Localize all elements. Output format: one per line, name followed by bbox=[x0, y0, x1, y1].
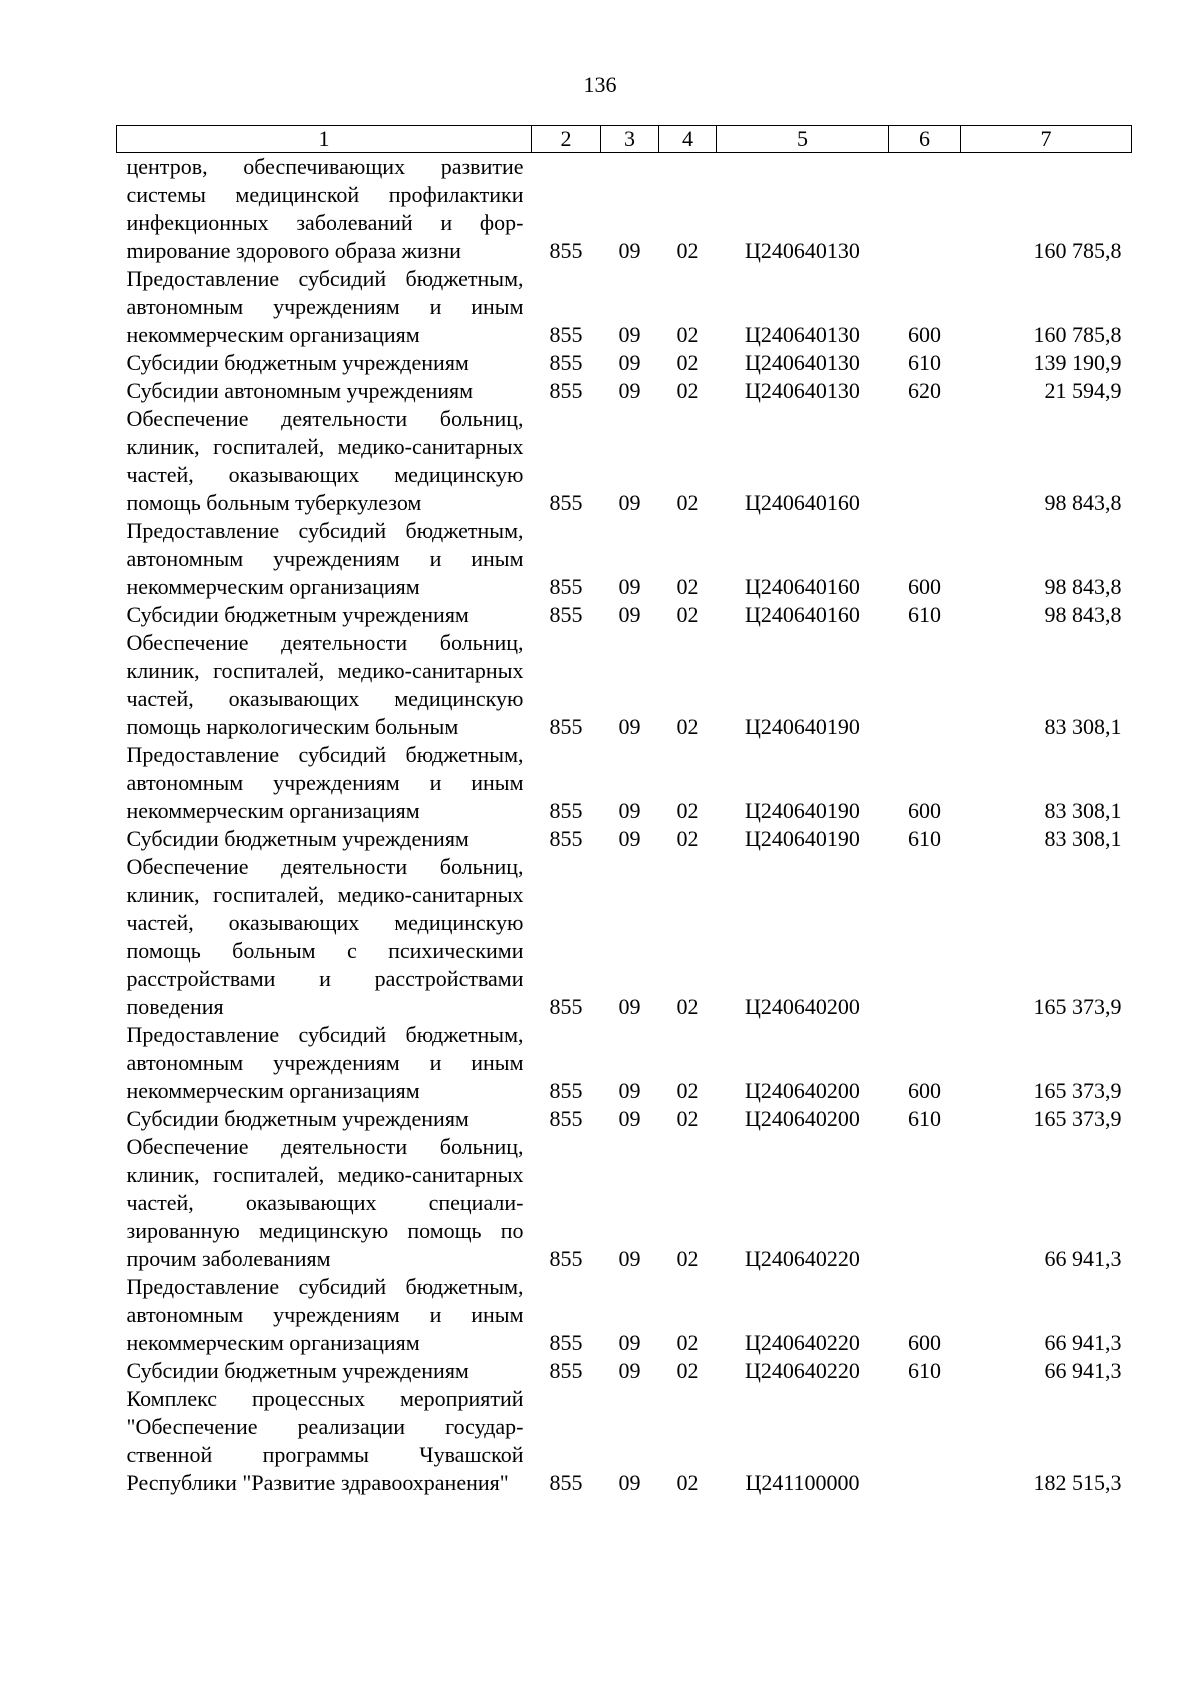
row-ministry-code: 855 bbox=[549, 1078, 583, 1103]
row-subsection-code: 02 bbox=[676, 994, 699, 1019]
row-expense-type: 600 bbox=[908, 1330, 941, 1355]
row-ministry-code: 855 bbox=[549, 994, 583, 1019]
table-row bbox=[117, 153, 1132, 266]
row-target-article: Ц240640220 bbox=[745, 1246, 860, 1271]
row-expense-type bbox=[889, 629, 961, 741]
row-target-article: Ц240640200 bbox=[745, 1078, 860, 1103]
row-ministry-code: 855 bbox=[549, 238, 583, 263]
row-ministry-code: 855 bbox=[549, 490, 583, 515]
row-section-code: 09 bbox=[618, 798, 641, 823]
row-expense-type bbox=[889, 1133, 961, 1273]
table-row bbox=[117, 1133, 1132, 1273]
column-header-expense-type: 6 bbox=[889, 126, 961, 153]
row-ministry-code: 855 bbox=[549, 798, 583, 823]
row-section-code: 09 bbox=[618, 490, 641, 515]
column-header-name: 1 bbox=[117, 126, 532, 153]
row-expense-type: 600 bbox=[908, 574, 941, 599]
row-name: Субсидии бюджетным учреждениям bbox=[126, 350, 469, 375]
row-expense-type: 610 bbox=[908, 826, 941, 851]
table-row bbox=[117, 265, 1132, 349]
row-amount: 160 785,8 bbox=[1033, 238, 1122, 263]
row-target-article: Ц240640220 bbox=[745, 1358, 860, 1383]
row-ministry-code: 855 bbox=[549, 322, 583, 347]
row-target-article: Ц240640200 bbox=[745, 994, 860, 1019]
row-amount: 165 373,9 bbox=[1033, 1078, 1122, 1103]
row-subsection-code: 02 bbox=[676, 1106, 699, 1131]
row-amount: 98 843,8 bbox=[1044, 490, 1122, 515]
row-name: Субсидии бюджетным учреждениям bbox=[126, 1106, 469, 1131]
row-section-code: 09 bbox=[618, 1078, 641, 1103]
row-name: Предоставление субсидий бюджетным, автономным учреждениям и иным некоммерческим организациям bbox=[126, 266, 524, 347]
row-amount: 66 941,3 bbox=[1044, 1246, 1122, 1271]
row-target-article: Ц240640190 bbox=[745, 826, 860, 851]
row-subsection-code: 02 bbox=[676, 490, 699, 515]
row-subsection-code: 02 bbox=[676, 1358, 699, 1383]
column-header-target-article: 5 bbox=[717, 126, 889, 153]
table-row bbox=[117, 1021, 1132, 1105]
table-row bbox=[117, 1273, 1132, 1357]
table-row bbox=[117, 377, 1132, 405]
table-row bbox=[117, 741, 1132, 825]
row-target-article: Ц240640190 bbox=[745, 798, 860, 823]
column-header-ministry: 2 bbox=[532, 126, 601, 153]
table-header bbox=[117, 126, 1132, 153]
row-ministry-code: 855 bbox=[549, 1358, 583, 1383]
row-expense-type: 600 bbox=[908, 798, 941, 823]
row-subsection-code: 02 bbox=[676, 1330, 699, 1355]
row-section-code: 09 bbox=[618, 238, 641, 263]
column-header-amount: 7 bbox=[961, 126, 1132, 153]
budget-table bbox=[116, 125, 1132, 1497]
row-section-code: 09 bbox=[618, 1106, 641, 1131]
row-name: Предоставление субсидий бюджетным, автономным учреждениям и иным некоммерческим организациям bbox=[126, 742, 524, 823]
row-section-code: 09 bbox=[618, 1246, 641, 1271]
row-ministry-code: 855 bbox=[549, 1470, 583, 1495]
row-target-article: Ц240640190 bbox=[745, 714, 860, 739]
row-subsection-code: 02 bbox=[676, 350, 699, 375]
row-ministry-code: 855 bbox=[549, 574, 583, 599]
row-subsection-code: 02 bbox=[676, 1470, 699, 1495]
row-subsection-code: 02 bbox=[676, 714, 699, 739]
row-subsection-code: 02 bbox=[676, 1078, 699, 1103]
table-row bbox=[117, 629, 1132, 741]
row-subsection-code: 02 bbox=[676, 322, 699, 347]
row-ministry-code: 855 bbox=[549, 1330, 583, 1355]
row-amount: 83 308,1 bbox=[1044, 798, 1122, 823]
row-name: Предоставление субсидий бюджетным, автономным учреждениям и иным некоммерческим организациям bbox=[126, 1274, 524, 1355]
row-amount: 165 373,9 bbox=[1033, 1106, 1122, 1131]
row-name: Субсидии бюджетным учреждениям bbox=[126, 1358, 469, 1383]
row-expense-type: 600 bbox=[908, 1078, 941, 1103]
row-name: Субсидии автономным учреждениям bbox=[126, 378, 474, 403]
column-header-section: 3 bbox=[601, 126, 659, 153]
row-section-code: 09 bbox=[618, 350, 641, 375]
table-row bbox=[117, 517, 1132, 601]
row-amount: 21 594,9 bbox=[1044, 378, 1122, 403]
row-ministry-code: 855 bbox=[549, 714, 583, 739]
row-expense-type: 620 bbox=[908, 378, 941, 403]
row-target-article: Ц240640160 bbox=[745, 574, 860, 599]
row-name: Предоставление субсидий бюджетным, автономным учреждениям и иным некоммерческим организациям bbox=[126, 1022, 524, 1103]
row-section-code: 09 bbox=[618, 994, 641, 1019]
row-ministry-code: 855 bbox=[549, 350, 583, 375]
row-subsection-code: 02 bbox=[676, 798, 699, 823]
row-section-code: 09 bbox=[618, 826, 641, 851]
row-name: Обеспечение деятельности больниц, клиник, госпиталей, медико-санитарных частей, оказывающих специализированную медицинскую помощь по прочим заболеваниям bbox=[126, 1134, 524, 1271]
table-body bbox=[117, 153, 1132, 1498]
row-subsection-code: 02 bbox=[676, 238, 699, 263]
row-amount: 83 308,1 bbox=[1044, 826, 1122, 851]
row-amount: 139 190,9 bbox=[1033, 350, 1122, 375]
row-section-code: 09 bbox=[618, 1330, 641, 1355]
row-section-code: 09 bbox=[618, 574, 641, 599]
row-name: Обеспечение деятельности больниц, клиник, госпиталей, медико-санитарных частей, оказывающих медицинскую помощь больным туберкулезом bbox=[126, 406, 524, 515]
row-expense-type: 610 bbox=[908, 1358, 941, 1383]
row-amount: 98 843,8 bbox=[1044, 574, 1122, 599]
table-row bbox=[117, 1357, 1132, 1385]
row-target-article: Ц240640200 bbox=[745, 1106, 860, 1131]
table-row bbox=[117, 825, 1132, 853]
row-section-code: 09 bbox=[618, 1470, 641, 1495]
row-expense-type: 610 bbox=[908, 1106, 941, 1131]
row-amount: 66 941,3 bbox=[1044, 1330, 1122, 1355]
row-target-article: Ц241100000 bbox=[745, 1470, 860, 1495]
row-subsection-code: 02 bbox=[676, 1246, 699, 1271]
row-section-code: 09 bbox=[618, 602, 641, 627]
row-subsection-code: 02 bbox=[676, 574, 699, 599]
row-expense-type bbox=[889, 153, 961, 266]
row-name: Субсидии бюджетным учреждениям bbox=[126, 826, 469, 851]
row-name: Комплекс процессных мероприятий "Обеспечение реализации государственной программы Чувашской Республики "Развитие здравоохранения" bbox=[126, 1386, 524, 1495]
column-header-subsection: 4 bbox=[659, 126, 717, 153]
row-target-article: Ц240640130 bbox=[745, 378, 860, 403]
row-target-article: Ц240640130 bbox=[745, 238, 860, 263]
table-row bbox=[117, 405, 1132, 517]
table-row bbox=[117, 1385, 1132, 1497]
row-target-article: Ц240640220 bbox=[745, 1330, 860, 1355]
row-name: Обеспечение деятельности больниц, клиник, госпиталей, медико-санитарных частей, оказывающих медицинскую помощь больным с психическими расстройствами и расстройствами поведения bbox=[126, 854, 524, 1019]
row-ministry-code: 855 bbox=[549, 378, 583, 403]
row-expense-type: 600 bbox=[908, 322, 941, 347]
row-ministry-code: 855 bbox=[549, 826, 583, 851]
row-section-code: 09 bbox=[618, 378, 641, 403]
row-ministry-code: 855 bbox=[549, 1246, 583, 1271]
row-target-article: Ц240640160 bbox=[745, 602, 860, 627]
row-amount: 98 843,8 bbox=[1044, 602, 1122, 627]
row-amount: 182 515,3 bbox=[1033, 1470, 1122, 1495]
row-expense-type bbox=[889, 405, 961, 517]
row-expense-type: 610 bbox=[908, 602, 941, 627]
row-subsection-code: 02 bbox=[676, 378, 699, 403]
row-name: центров, обеспечивающих развитие системы медицинской профилактики инфекционных заболеваний и форmирование здорового образа жизни bbox=[126, 154, 524, 263]
table-row bbox=[117, 1105, 1132, 1133]
row-expense-type: 610 bbox=[908, 350, 941, 375]
row-amount: 160 785,8 bbox=[1033, 322, 1122, 347]
row-section-code: 09 bbox=[618, 322, 641, 347]
row-subsection-code: 02 bbox=[676, 602, 699, 627]
row-expense-type bbox=[889, 1385, 961, 1497]
row-target-article: Ц240640130 bbox=[745, 350, 860, 375]
row-expense-type bbox=[889, 853, 961, 1021]
row-ministry-code: 855 bbox=[549, 602, 583, 627]
row-section-code: 09 bbox=[618, 714, 641, 739]
row-section-code: 09 bbox=[618, 1358, 641, 1383]
table-row bbox=[117, 601, 1132, 629]
row-target-article: Ц240640160 bbox=[745, 490, 860, 515]
row-name: Предоставление субсидий бюджетным, автономным учреждениям и иным некоммерческим организациям bbox=[126, 518, 524, 599]
row-amount: 83 308,1 bbox=[1044, 714, 1122, 739]
row-target-article: Ц240640130 bbox=[745, 322, 860, 347]
row-subsection-code: 02 bbox=[676, 826, 699, 851]
header-row bbox=[117, 126, 1132, 153]
row-name: Обеспечение деятельности больниц, клиник, госпиталей, медико-санитарных частей, оказывающих медицинскую помощь наркологическим больным bbox=[126, 630, 524, 739]
table-row bbox=[117, 853, 1132, 1021]
row-ministry-code: 855 bbox=[549, 1106, 583, 1131]
row-name: Субсидии бюджетным учреждениям bbox=[126, 602, 469, 627]
row-amount: 165 373,9 bbox=[1033, 994, 1122, 1019]
row-amount: 66 941,3 bbox=[1044, 1358, 1122, 1383]
table-row bbox=[117, 349, 1132, 377]
page-number: 136 bbox=[583, 72, 617, 97]
